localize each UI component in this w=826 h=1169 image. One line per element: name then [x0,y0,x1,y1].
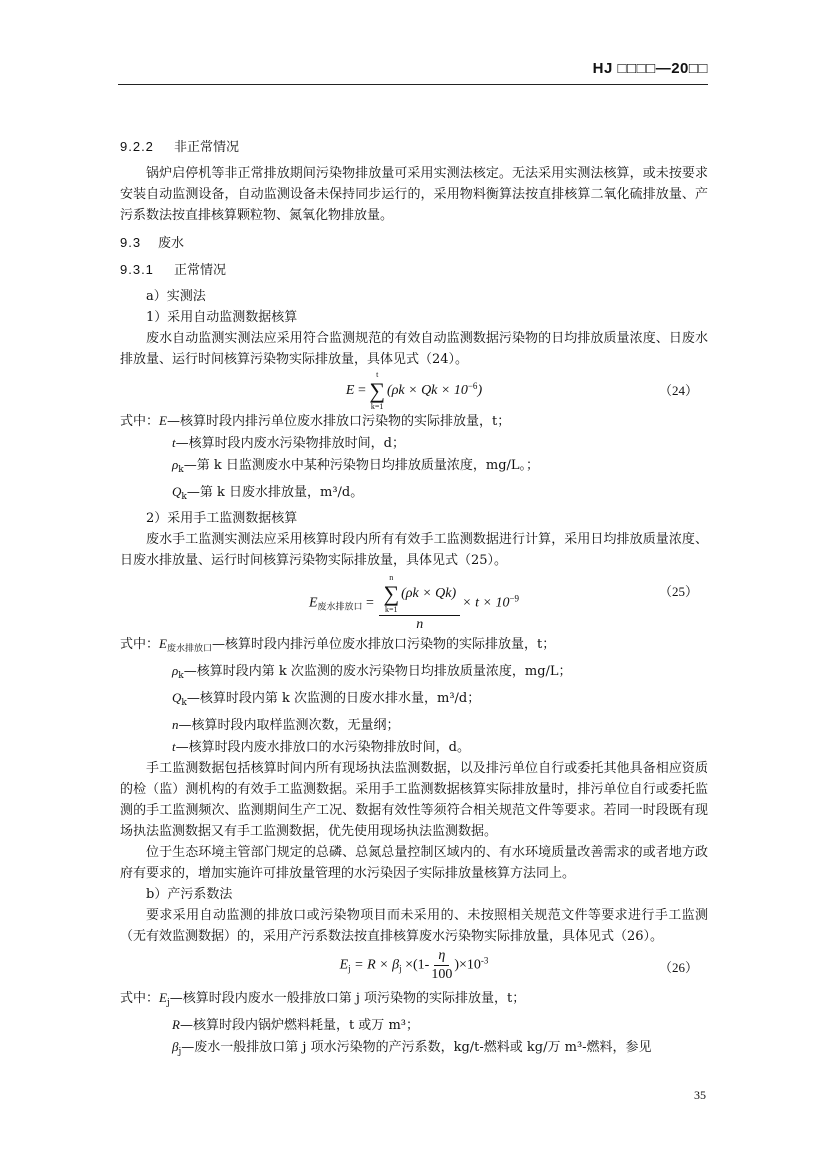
where-line: t—核算时段内废水污染物排放时间，d； [172,435,405,451]
section-title: 正常情况 [174,262,227,277]
where-line: $\rho_k—$第 k 日监测废水中某种污染物日均排放质量浓度，mg/L。； [172,457,540,475]
heading-9-2-2 [120,136,708,157]
fraction: $\frac{\eta}{100}$ [431,948,453,982]
page-number: 35 [694,1088,706,1102]
section-number: 9.3.1 [120,262,154,277]
section-number: 9.2.2 [120,139,154,154]
item-a2: 2）采用手工监测数据核算 [146,511,298,526]
where-line: 式中：E—核算时段内排污单位废水排放口污染物的实际排放量，t； [120,413,511,429]
fraction: n ∑ k=1 (ρk × Qk) n [379,573,460,634]
paragraph: 位于生态环境主管部门规定的总磷、总氮总量控制区域内的、有水环境质量改善需求的或者地方政府有要求的，增加实施许可排放量管理的水污染因子实际排放量核算方法同上。 [120,845,708,881]
document-code: HJ □□□□—20□□ [592,60,708,77]
where-line: $\rho_k—$核算时段内第 k 次监测的废水污染物日均排放质量浓度，mg/L； [172,663,572,681]
item-a1: 1）采用自动监测数据核算 [146,310,298,325]
header-rule [118,84,708,85]
where-line: $Q_k—$第 k 日废水排放量，m³/d。 [172,484,364,502]
eq-lhs: E [345,383,355,399]
where-line: n—核算时段内取样监测次数，无量纲； [172,717,400,733]
heading-9-3 [120,232,708,253]
section-number: 9.3 [120,235,142,250]
where-line: t—核算时段内废水排放口的水污染物排放时间，d。 [172,739,470,755]
eq-exponent: −6 [467,381,478,392]
item-a: a）实测法 [146,289,206,304]
paragraph: 手工监测数据包括核算时间内所有现场执法监测数据，以及排污单位自行或委托其他具备相应资质的检（监）测机构的有效手工监测数据。采用手工监测数据核算实际排放量时，排污单位自行或委托监测的手工监测频次、监测期间生产工况、数据有效性等须符合相关规范文件等要求。若同一时段既有现场执法监测数据又有手工监测数据，优先使用现场执法监测数据。 [120,761,708,839]
equation-number: （25） [658,584,698,599]
equation-24: E = t ∑ k=1 $(\rho k \times Qk \times 10^{-6})$ （24） [345,370,698,411]
heading-9-3-1 [120,259,708,280]
section-title: 非正常情况 [174,139,240,154]
where-line: 式中：$E_{废水排放口}—$核算时段内排污单位废水排放口污染物的实际排放量，t； [120,636,556,654]
page-body [120,136,708,1063]
section-title: 废水 [158,235,185,250]
where-line: $\beta_j—$废水一般排放口第 j 项水污染物的产污系数，kg/t-燃料或 kg/万 m³-燃料，参见 [172,1039,652,1057]
where-line: R—核算时段内锅炉燃料耗量，t 或万 m³； [172,1017,419,1033]
equation-26: $E_j = R \times \beta_j \times(1-$ $\frac{\eta}{100}$ )$\times 10^{-3}$ （26） [339,948,698,982]
paragraph: 废水自动监测实测法应采用符合监测规范的有效自动监测数据污染物的日均排放质量浓度、日废水排放量、运行时间核算污染物实际排放量，具体见式（24）。 [120,331,708,367]
equation-number: （26） [658,960,698,975]
where-line: $Q_k—$核算时段内第 k 次监测的日废水排水量，m³/d； [172,690,481,708]
item-b: b）产污系数法 [146,887,233,902]
sum-symbol: t ∑ k=1 [369,370,386,411]
equation-number: （24） [658,383,698,398]
sum-symbol: n ∑ k=1 [383,573,400,614]
paragraph: 要求采用自动监测的排放口或污染物项目而未采用的、未按照相关规范文件等要求进行手工监测（无有效监测数据）的，采用产污系数法按直排核算废水污染物实际排放量，具体见式（26）。 [120,908,708,944]
equation-25: $E_{废水排放口}$ = n ∑ k=1 (ρk × Qk) n × $t \times 10^{-9}$ （25） [308,573,698,632]
where-line: 式中：$E_j—$核算时段内废水一般排放口第 j 项污染物的实际排放量，t； [120,990,526,1008]
eq-body: (ρk × Qk × 10 [387,383,468,399]
paragraph: 锅炉启停机等非正常排放期间污染物排放量可采用实测法核定。无法采用实测法核算，或未按要求安装自动监测设备，自动监测设备未保持同步运行的，采用物料衡算法按直排核算二氧化硫排放量、产污系数法按直排核算颗粒物、氮氧化物排放量。 [120,166,708,223]
paragraph: 废水手工监测实测法应采用核算时段内所有有效手工监测数据进行计算，采用日均排放质量浓度、日废水排放量、运行时间核算污染物实际排放量，具体见式（25）。 [120,532,708,568]
